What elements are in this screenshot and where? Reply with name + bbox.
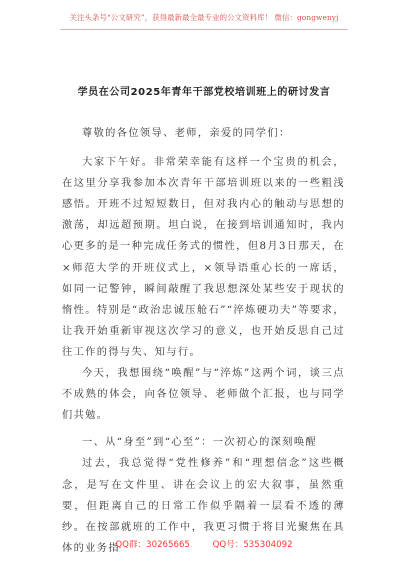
paragraph-section-1: 过去，我总觉得“党性修养”和“理想信念”这些概念，是写在文件里、讲在会议上的宏大叙事，虽然重要，但距离自己的日常工作似乎隔着一层看不透的薄纱。在按部就班的工作中，我更习惯于将目光聚焦在具体的业务指	[62, 458, 345, 554]
header-banner: 关注头条号“公文研究”，获得最新最全最专业的公文资料库！ 微信：gongwenyj	[69, 13, 339, 22]
document-title: 学员在公司2025年青年干部党校培训班上的研讨发言	[77, 87, 331, 98]
salutation: 尊敬的各位领导、老师，亲爱的同学们：	[82, 128, 291, 139]
qq-group: QQ群：30265665	[115, 540, 190, 550]
header-divider	[60, 29, 348, 30]
paragraph-outline: 今天，我想围绕“唤醒”与“淬炼”这两个词，谈三点不成熟的体会，向各位领导、老师做个汇报，也与同学们共勉。	[62, 368, 345, 422]
footer-contact	[0, 538, 408, 550]
document-body	[62, 123, 345, 559]
qq-number: QQ号：535304092	[212, 540, 293, 550]
section-heading-1: 一、从“身至”到“心至”：一次初心的深刻唤醒	[82, 437, 318, 449]
paragraph-intro: 大家下午好。非常荣幸能有这样一个宝贵的机会，在这里分享我参加本次青年干部培训班以来的一些粗浅感悟。开班不过短短数日，但对我内心的触动与思想的激荡，却远超预期。坦白说，在接到培训通知时，我内心更多的是一种完成任务式的惯性，但8月3日那天，在×师范大学的开班仪式上，×领导语重心长的一席话，如同一记警钟，瞬间敲醒了我思想深处某些安于现状的惰性。特别是“政治忠诚压舱石”“淬炼硬功夫”等要求，让我开始重新审视这次学习的意义，也开始反思自己过往工作的得与失、知与行。	[62, 157, 345, 358]
